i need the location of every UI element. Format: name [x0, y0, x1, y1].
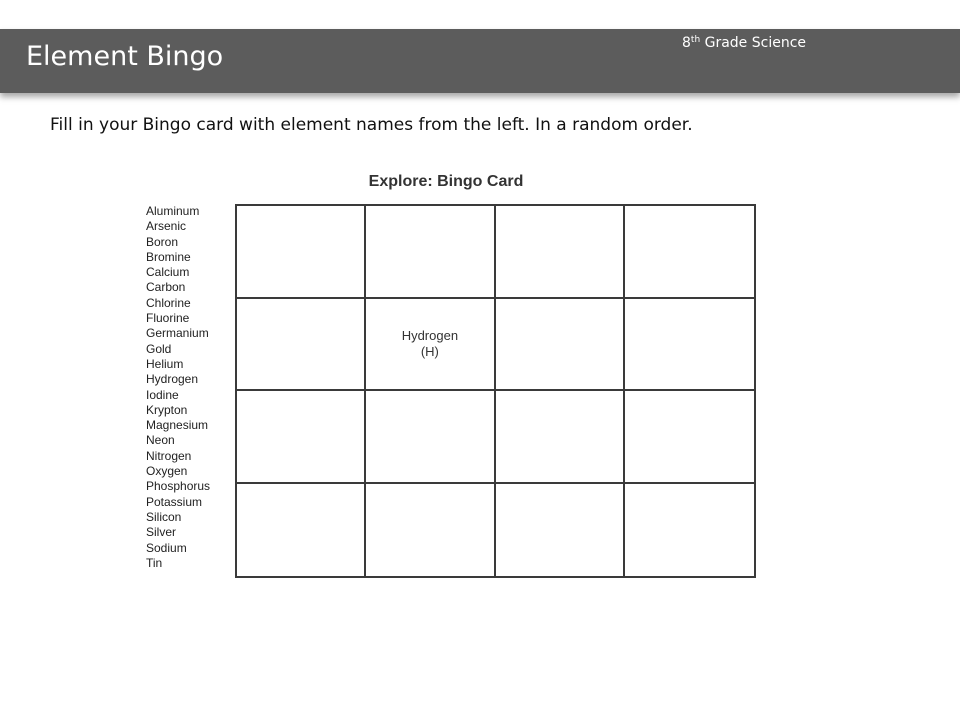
cell-symbol: (H) — [420, 343, 439, 359]
element-list-item: Nitrogen — [146, 448, 192, 463]
bingo-cell[interactable] — [237, 484, 366, 577]
bingo-cell[interactable] — [496, 391, 625, 484]
element-list-item: Silicon — [146, 509, 182, 524]
bingo-cell[interactable] — [625, 484, 754, 577]
bingo-cell[interactable] — [625, 299, 754, 392]
element-list-item: Carbon — [146, 280, 186, 295]
grade-text: Grade Science — [700, 35, 807, 51]
cell-name: Hydrogen — [401, 327, 459, 343]
bingo-grid — [235, 204, 756, 578]
element-list-item: Neon — [146, 433, 175, 448]
title-bar — [0, 29, 960, 93]
element-list-item: Silver — [146, 525, 177, 540]
element-list-item: Iodine — [146, 387, 179, 402]
element-list-item: Fluorine — [146, 311, 190, 326]
element-list-item: Krypton — [146, 402, 188, 417]
element-list-item: Oxygen — [146, 464, 188, 479]
element-list-item: Gold — [146, 341, 172, 356]
element-list-item: Calcium — [146, 265, 190, 280]
element-list-item: Potassium — [146, 494, 203, 509]
grade-number: 8 — [682, 35, 691, 51]
element-list-item: Chlorine — [146, 295, 191, 310]
bingo-cell[interactable] — [625, 206, 754, 299]
element-list-item: Hydrogen — [146, 372, 199, 387]
element-list-item: Magnesium — [146, 418, 209, 433]
element-list-item: Tin — [146, 555, 163, 570]
element-list-item: Sodium — [146, 540, 187, 555]
element-list-item: Arsenic — [146, 219, 187, 234]
bingo-cell-free[interactable] — [366, 299, 495, 392]
element-list-item: Germanium — [146, 326, 209, 341]
bingo-cell[interactable] — [237, 299, 366, 392]
grade-label — [682, 32, 806, 51]
bingo-cell[interactable] — [625, 391, 754, 484]
bingo-cell[interactable] — [366, 391, 495, 484]
element-list-item: Helium — [146, 356, 184, 371]
bingo-card-heading: Explore: Bingo Card — [368, 173, 524, 190]
bingo-cell[interactable] — [366, 484, 495, 577]
instructions-text: Fill in your Bingo card with element names from the left. In a random order. — [50, 115, 693, 135]
element-list-item: Boron — [146, 234, 179, 249]
element-list — [146, 204, 231, 571]
grade-suffix: th — [690, 35, 701, 45]
element-list-item: Aluminum — [146, 204, 200, 218]
bingo-cell[interactable] — [237, 391, 366, 484]
bingo-cell[interactable] — [496, 206, 625, 299]
bingo-cell[interactable] — [496, 484, 625, 577]
element-list-item: Bromine — [146, 249, 191, 264]
bingo-cell[interactable] — [237, 206, 366, 299]
page-title: Element Bingo — [26, 41, 224, 72]
bingo-cell[interactable] — [366, 206, 495, 299]
element-list-item: Phosphorus — [146, 479, 211, 494]
bingo-cell[interactable] — [496, 299, 625, 392]
